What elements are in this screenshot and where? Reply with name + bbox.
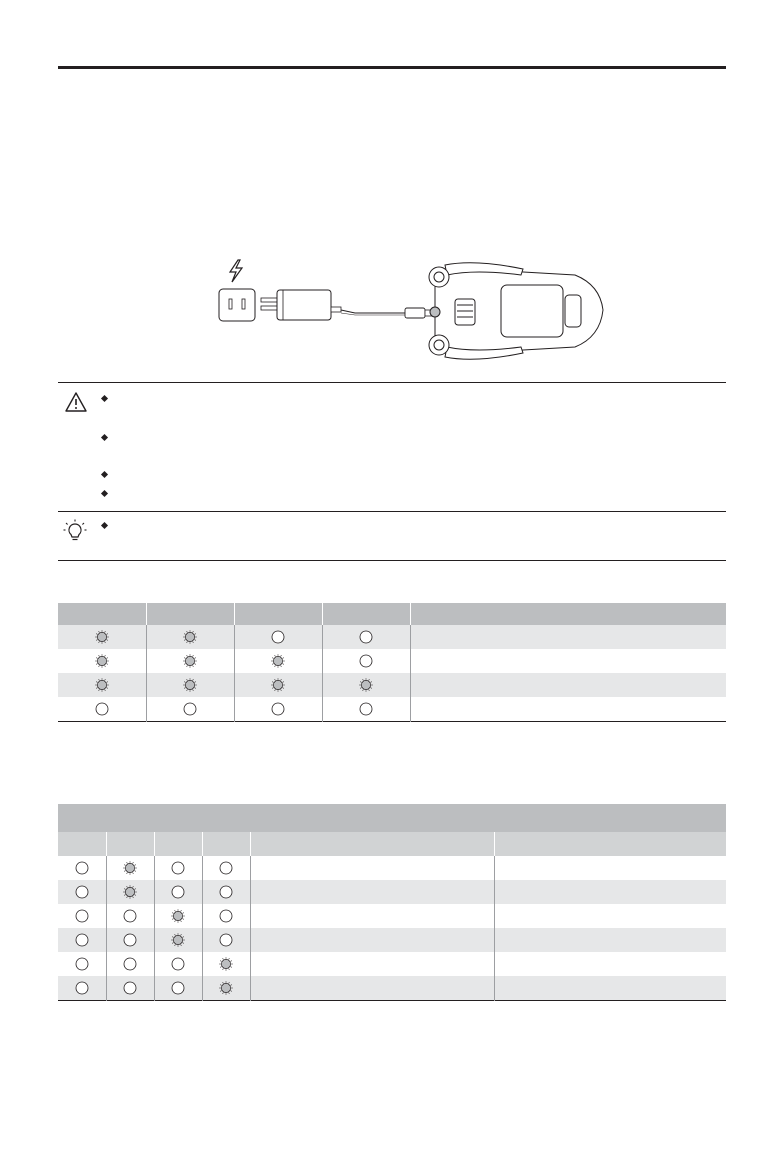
led-cell: [202, 904, 250, 928]
description-cell: [250, 880, 494, 904]
led-cell: [322, 625, 410, 649]
notes-block: [58, 382, 726, 561]
led-off-icon: [219, 933, 233, 947]
header-cell: [154, 832, 202, 856]
led-cell: [202, 952, 250, 976]
led-on-icon: [123, 861, 137, 875]
led-cell: [58, 952, 106, 976]
led-cell: [202, 976, 250, 1001]
led-on-icon: [183, 654, 197, 668]
led-cell: [202, 928, 250, 952]
warning-bullet-1: [101, 395, 108, 402]
description-cell: [410, 649, 726, 673]
warning-bullet-2: [101, 434, 108, 441]
table-header-row: [58, 603, 726, 625]
led-cell: [154, 880, 202, 904]
notes-separator: [58, 511, 726, 512]
wall-outlet-icon: [219, 289, 255, 321]
led-cell: [322, 697, 410, 722]
led-on-icon: [271, 654, 285, 668]
led-off-icon: [359, 630, 373, 644]
header-cell: [322, 603, 410, 625]
led-off-icon: [95, 702, 109, 716]
led-cell: [154, 904, 202, 928]
battery-protection-table: [58, 804, 726, 1001]
charger-icon: [261, 290, 341, 320]
led-off-icon: [219, 861, 233, 875]
header-cell: [106, 832, 154, 856]
led-cell: [154, 976, 202, 1001]
led-on-icon: [95, 654, 109, 668]
description-cell: [410, 625, 726, 649]
warning-bullet-4: [101, 490, 108, 497]
charging-illustration: [205, 255, 615, 367]
led-on-icon: [219, 981, 233, 995]
led-cell: [58, 928, 106, 952]
header-cell: [250, 832, 494, 856]
led-cell: [146, 697, 234, 722]
led-cell: [58, 697, 146, 722]
led-off-icon: [171, 885, 185, 899]
aircraft-icon: [429, 263, 603, 360]
description-cell: [494, 880, 726, 904]
header-cell: [146, 603, 234, 625]
header-cell: [58, 804, 726, 832]
lightbulb-icon: [63, 519, 87, 543]
table-row: [58, 673, 726, 697]
led-off-icon: [271, 702, 285, 716]
description-cell: [410, 697, 726, 722]
warning-icon: [65, 392, 87, 412]
description-cell: [494, 904, 726, 928]
table-row: [58, 880, 726, 904]
led-cell: [58, 625, 146, 649]
led-cell: [154, 928, 202, 952]
led-on-icon: [183, 630, 197, 644]
led-off-icon: [183, 702, 197, 716]
led-off-icon: [171, 981, 185, 995]
led-off-icon: [75, 909, 89, 923]
led-cell: [146, 625, 234, 649]
table-row: [58, 697, 726, 722]
table-row: [58, 904, 726, 928]
charging-status-table: [58, 603, 726, 722]
led-off-icon: [75, 957, 89, 971]
table-row: [58, 976, 726, 1001]
led-off-icon: [359, 654, 373, 668]
table-row: [58, 928, 726, 952]
description-cell: [250, 952, 494, 976]
led-off-icon: [219, 909, 233, 923]
led-cell: [202, 880, 250, 904]
header-cell: [58, 832, 106, 856]
led-off-icon: [219, 885, 233, 899]
led-cell: [106, 856, 154, 880]
led-cell: [322, 673, 410, 697]
led-cell: [234, 649, 322, 673]
led-on-icon: [271, 678, 285, 692]
led-cell: [58, 649, 146, 673]
led-off-icon: [123, 909, 137, 923]
led-off-icon: [123, 957, 137, 971]
led-cell: [234, 625, 322, 649]
led-cell: [106, 976, 154, 1001]
led-cell: [234, 697, 322, 722]
header-cell: [494, 832, 726, 856]
led-on-icon: [171, 909, 185, 923]
table-row: [58, 649, 726, 673]
table-row: [58, 856, 726, 880]
led-off-icon: [75, 861, 89, 875]
led-on-icon: [95, 630, 109, 644]
led-cell: [322, 649, 410, 673]
warning-bullet-3: [101, 471, 108, 478]
led-cell: [58, 856, 106, 880]
description-cell: [250, 928, 494, 952]
lightning-icon: [230, 260, 242, 282]
table-row: [58, 952, 726, 976]
led-on-icon: [171, 933, 185, 947]
led-cell: [106, 880, 154, 904]
led-off-icon: [123, 981, 137, 995]
description-cell: [494, 856, 726, 880]
led-on-icon: [219, 957, 233, 971]
led-off-icon: [171, 861, 185, 875]
led-cell: [154, 856, 202, 880]
led-on-icon: [359, 678, 373, 692]
led-off-icon: [75, 885, 89, 899]
led-off-icon: [271, 630, 285, 644]
led-cell: [154, 952, 202, 976]
table-row: [58, 625, 726, 649]
led-off-icon: [359, 702, 373, 716]
header-cell: [234, 603, 322, 625]
led-cell: [106, 904, 154, 928]
led-cell: [106, 928, 154, 952]
top-rule: [58, 66, 726, 69]
led-cell: [106, 952, 154, 976]
led-cell: [58, 976, 106, 1001]
led-off-icon: [123, 933, 137, 947]
description-cell: [250, 856, 494, 880]
header-cell: [202, 832, 250, 856]
description-cell: [494, 928, 726, 952]
description-cell: [250, 904, 494, 928]
led-off-icon: [75, 933, 89, 947]
header-cell: [410, 603, 726, 625]
led-cell: [146, 673, 234, 697]
led-off-icon: [75, 981, 89, 995]
description-cell: [494, 952, 726, 976]
led-cell: [58, 904, 106, 928]
led-cell: [202, 856, 250, 880]
table-title-row: [58, 804, 726, 832]
description-cell: [250, 976, 494, 1001]
led-on-icon: [95, 678, 109, 692]
led-cell: [146, 649, 234, 673]
description-cell: [410, 673, 726, 697]
header-cell: [58, 603, 146, 625]
tip-bullet-1: [101, 522, 108, 529]
led-on-icon: [123, 885, 137, 899]
table-header-row: [58, 832, 726, 856]
led-cell: [234, 673, 322, 697]
led-cell: [58, 880, 106, 904]
description-cell: [494, 976, 726, 1001]
led-off-icon: [171, 957, 185, 971]
led-cell: [58, 673, 146, 697]
led-on-icon: [183, 678, 197, 692]
